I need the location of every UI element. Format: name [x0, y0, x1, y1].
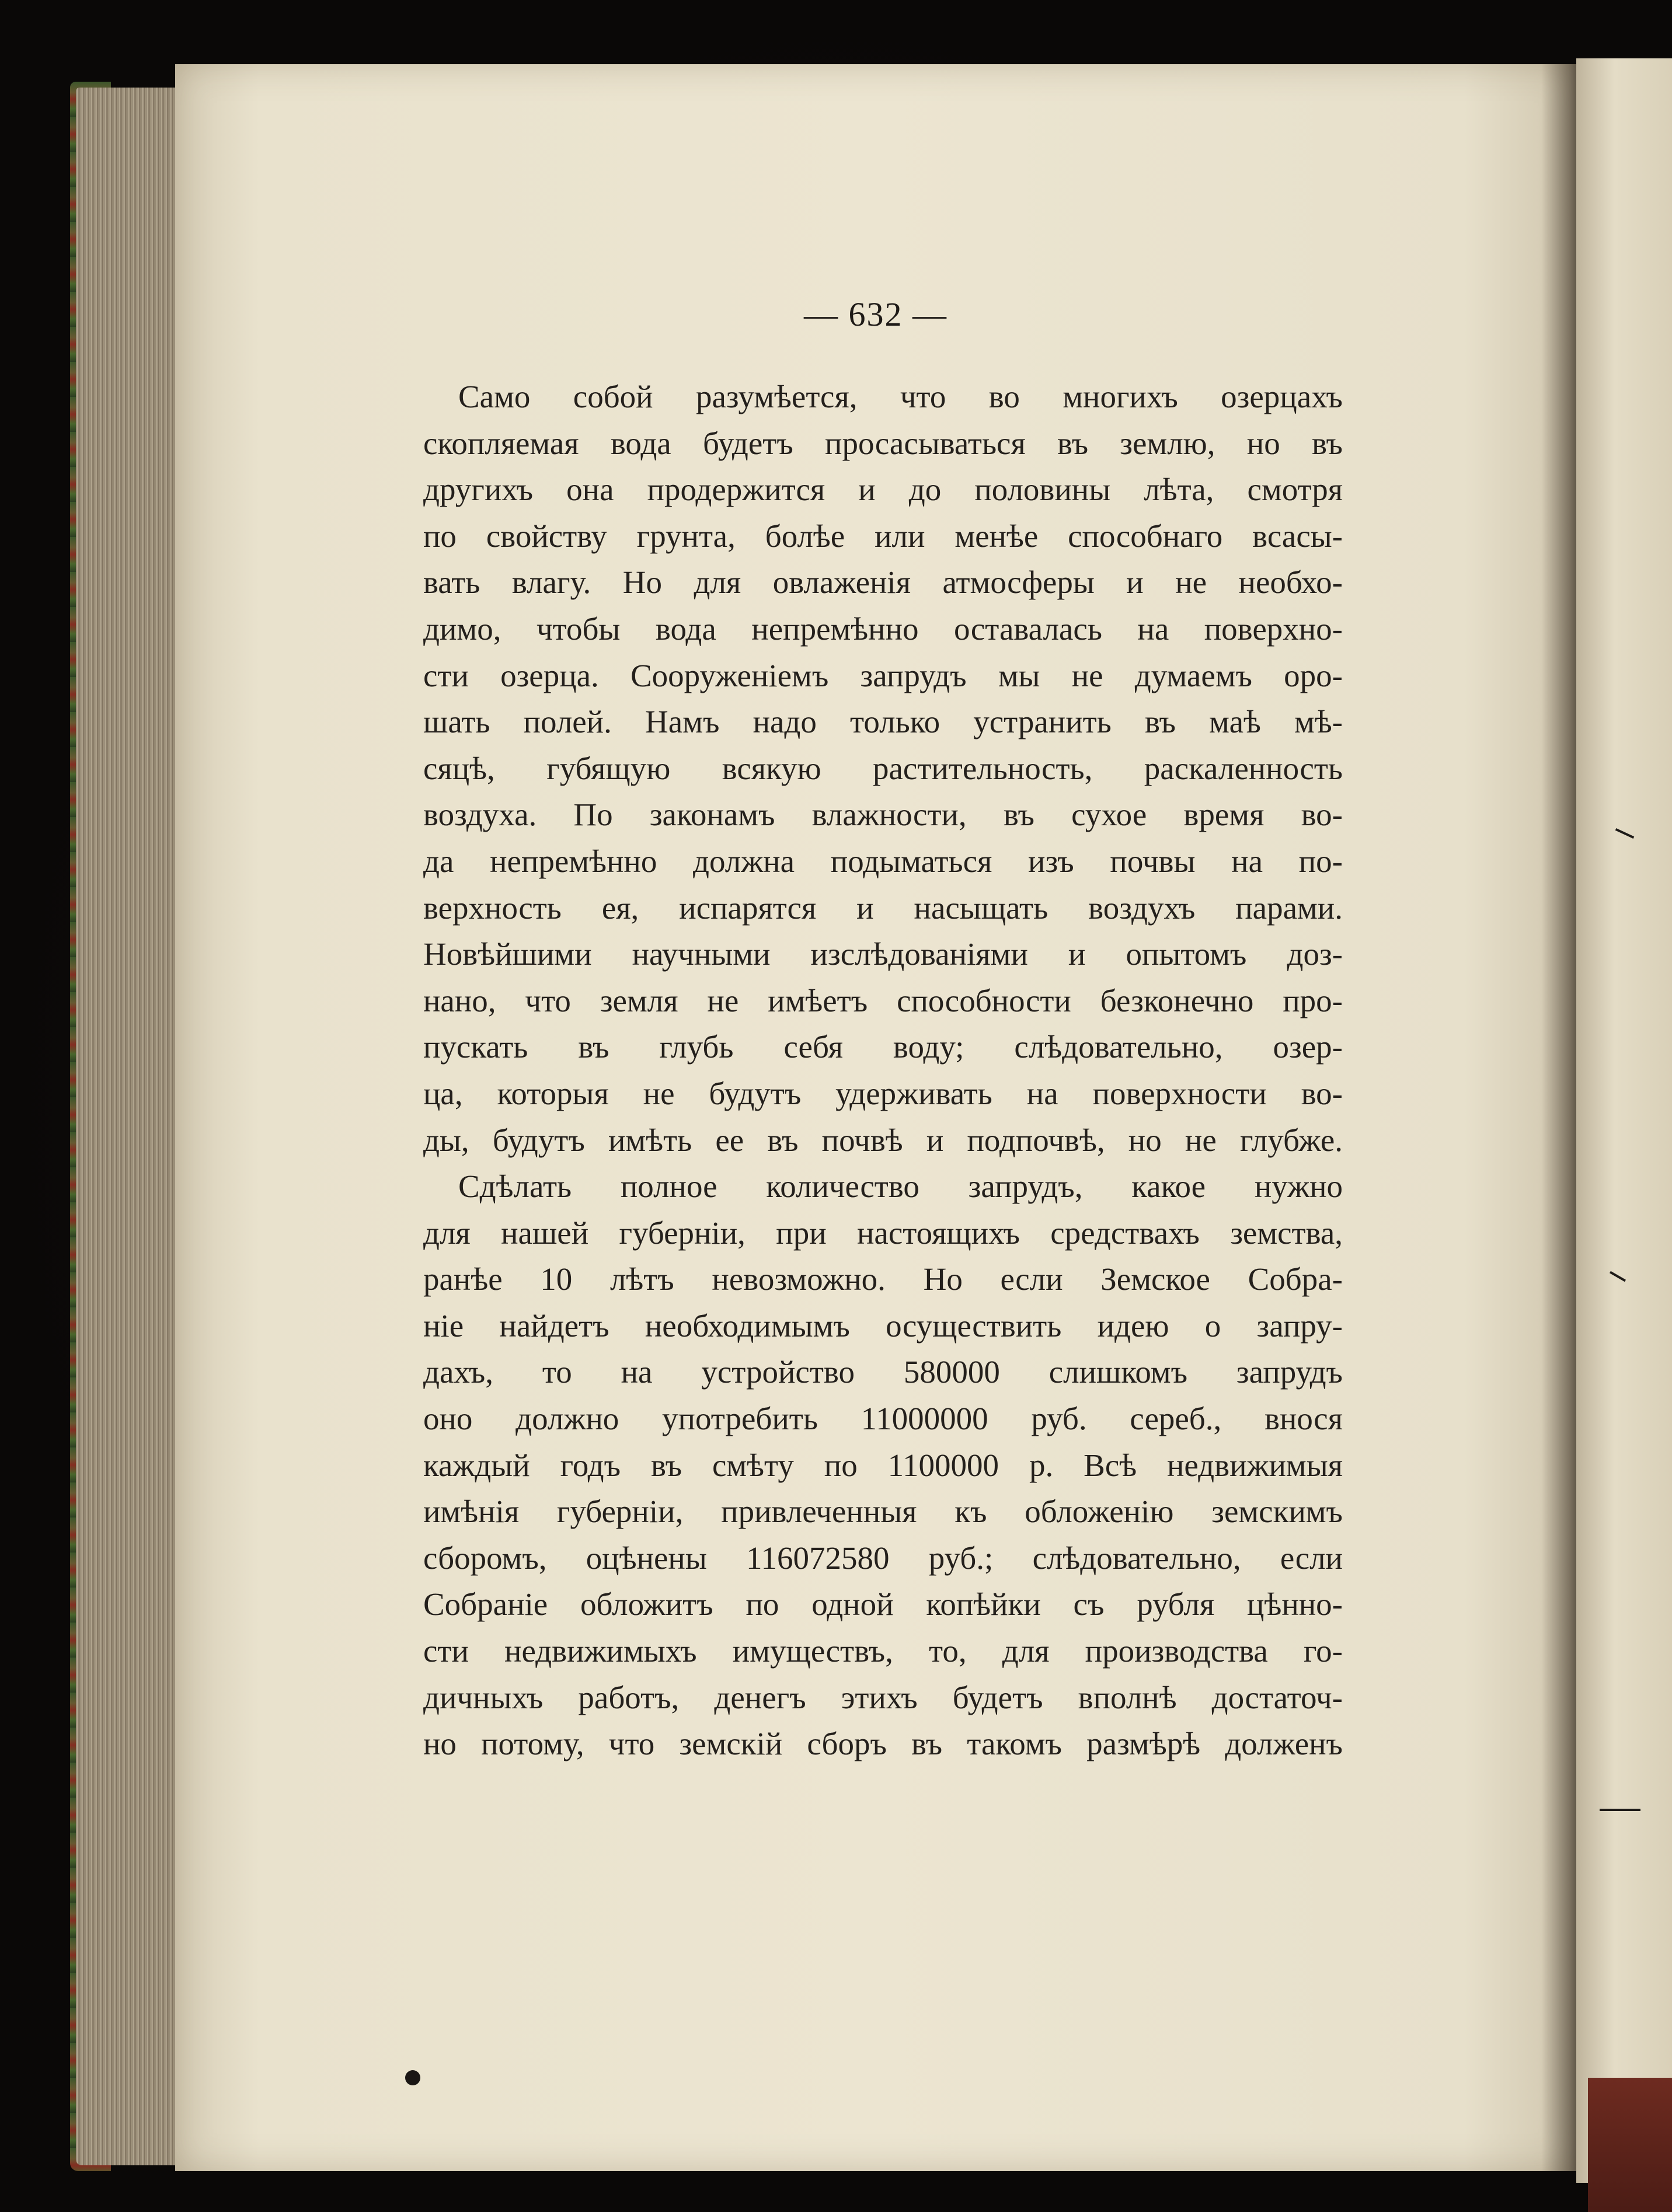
text-line: да непремѣнно должна подыматься изъ почвы на по- — [423, 843, 1343, 879]
text-line: шать полей. Намъ надо только устранить въ маѣ мѣ- — [423, 704, 1343, 740]
text-line: нано, что земля не имѣетъ способности безконечно про- — [423, 982, 1343, 1018]
text-line: ранѣе 10 лѣтъ невозможно. Но если Земское Собра- — [423, 1261, 1343, 1297]
text-line: по свойству грунта, болѣе или менѣе способнаго всасы- — [423, 518, 1343, 554]
text-line: Само собой разумѣется, что во многихъ озерцахъ — [458, 379, 1343, 414]
text-line: дичныхъ работъ, денегъ этихъ будетъ вполнѣ достаточ- — [423, 1679, 1343, 1715]
text-line: но потому, что земскій сборъ въ такомъ размѣрѣ долженъ — [423, 1726, 1343, 1762]
text-line: имѣнія губерніи, привлеченныя къ обложенію земскимъ — [423, 1494, 1343, 1530]
text-line: скопляемая вода будетъ просасываться въ землю, но въ — [423, 425, 1343, 461]
text-line: Собраніе обложитъ по одной копѣйки съ рубля цѣнно- — [423, 1586, 1343, 1623]
text-line: сти озерца. Сооруженіемъ запрудъ мы не думаемъ оро- — [423, 657, 1343, 693]
binding-corner — [1588, 2078, 1672, 2212]
body-text — [423, 374, 1343, 1767]
text-line: оно должно употребить 11000000 руб. сереб., внося — [423, 1401, 1343, 1437]
text-line: сти недвижимыхъ имуществъ, то, для производства го- — [423, 1633, 1343, 1669]
text-line: верхность ея, испарятся и насыщать воздухъ парами. — [423, 889, 1343, 926]
text-line: воздуха. По законамъ влажности, въ сухое время во- — [423, 797, 1343, 833]
text-line: ца, которыя не будутъ удерживать на поверхности во- — [423, 1075, 1343, 1111]
margin-tick-mark — [1600, 1809, 1640, 1811]
text-line: пускать въ глубь себя воду; слѣдовательно, озер- — [423, 1029, 1343, 1065]
ink-spot — [405, 2070, 420, 2085]
text-line: дахъ, то на устройство 580000 слишкомъ запрудъ — [423, 1354, 1343, 1390]
text-line: вать влагу. Но для овлаженія атмосферы и не необхо- — [423, 564, 1343, 601]
text-line: сборомъ, оцѣнены 116072580 руб.; слѣдовательно, если — [423, 1540, 1343, 1576]
page-number: — 632 — — [804, 295, 948, 333]
text-line: димо, чтобы вода непремѣнно оставалась на поверхно- — [423, 610, 1343, 647]
text-line: ніе найдетъ необходимымъ осуществить идею о запру- — [423, 1307, 1343, 1344]
text-line: Новѣйшими научными изслѣдованіями и опытомъ доз- — [423, 936, 1343, 972]
text-line: другихъ она продержится и до половины лѣта, смотря — [423, 472, 1343, 508]
text-line: ды, будутъ имѣть ее въ почвѣ и подпочвѣ, но не глубже. — [423, 1122, 1343, 1158]
text-line: для нашей губерніи, при настоящихъ средствахъ земства, — [423, 1215, 1343, 1251]
text-line: Сдѣлать полное количество запрудъ, какое нужно — [458, 1168, 1343, 1205]
facing-page-edge — [1576, 58, 1672, 2183]
text-line: сяцѣ, губящую всякую растительность, раскаленность — [423, 750, 1343, 786]
text-line: каждый годъ въ смѣту по 1100000 р. Всѣ недвижимыя — [423, 1447, 1343, 1483]
